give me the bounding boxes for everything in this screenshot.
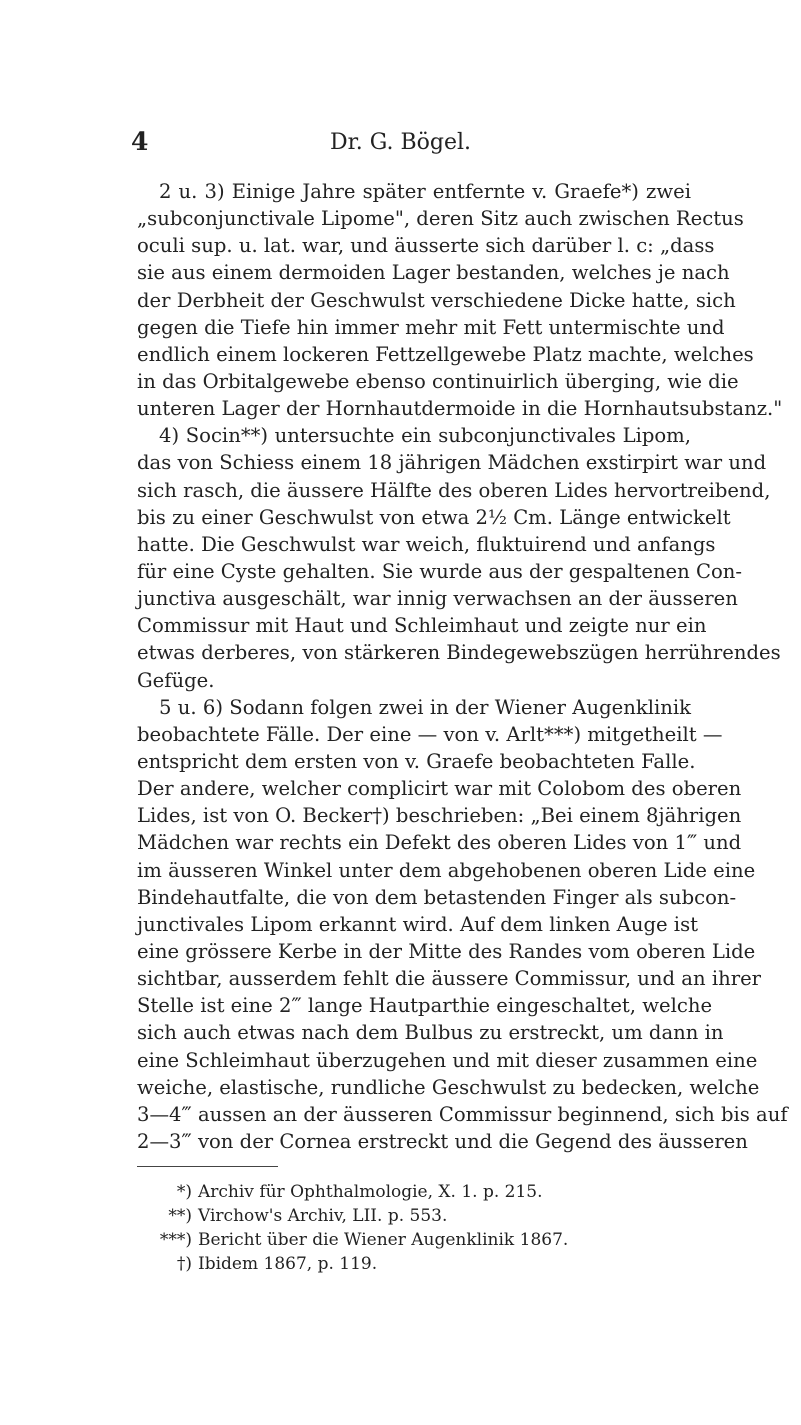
text-line: junctivales Lipom erkannt wird. Auf dem linken Auge ist [137, 912, 699, 936]
page-number: 4 [131, 127, 149, 156]
text-line: in das Orbitalgewebe ebenso continuirlich überging, wie die [137, 369, 739, 393]
footnote-mark: *) [176, 1182, 192, 1202]
text-line: bis zu einer Geschwulst von etwa 2½ Cm. Länge entwickelt [137, 505, 731, 529]
text-line: hatte. Die Geschwulst war weich, fluktuirend und anfangs [137, 532, 716, 556]
text-line: sichtbar, ausserdem fehlt die äussere Commissur, und an ihrer [137, 967, 762, 991]
running-head: Dr. G. Bögel. [329, 130, 472, 155]
footnote-text: Archiv für Ophthalmologie, X. 1. p. 215. [198, 1182, 543, 1202]
footnote-text: Ibidem 1867, p. 119. [198, 1254, 378, 1274]
text-line: eine grössere Kerbe in der Mitte des Randes vom oberen Lide [137, 939, 756, 963]
text-line: für eine Cyste gehalten. Sie wurde aus der gespaltenen Con- [137, 559, 743, 583]
text-line: sich auch etwas nach dem Bulbus zu erstreckt, um dann in [137, 1021, 724, 1045]
text-line: junctiva ausgeschält, war innig verwachsen an der äusseren [137, 587, 738, 611]
text-line: eine Schleimhaut überzugehen und mit dieser zusammen eine [137, 1048, 758, 1072]
text-line: unteren Lager der Hornhautdermoide in die Hornhautsubstanz." [137, 397, 783, 421]
text-line: gegen die Tiefe hin immer mehr mit Fett untermischte und [137, 315, 725, 339]
text-line: sich rasch, die äussere Hälfte des oberen Lides hervortreibend, [137, 478, 771, 502]
text-line: Bindehautfalte, die von dem betastenden Finger als subcon- [137, 885, 737, 909]
footnote-mark: **) [168, 1206, 192, 1226]
text-line: Commissur mit Haut und Schleimhaut und zeigte nur ein [137, 614, 707, 638]
text-line: Gefüge. [137, 668, 215, 692]
text-line: 5 u. 6) Sodann folgen zwei in der Wiener Augenklinik [159, 695, 691, 719]
text-line: „subconjunctivale Lipome", deren Sitz auch zwischen Rectus [137, 207, 744, 231]
text-line: sie aus einem dermoiden Lager bestanden, welches je nach [137, 261, 730, 285]
footnote-divider [137, 1166, 278, 1167]
text-line: beobachtete Fälle. Der eine — von v. Arlt***) mitgetheilt — [137, 722, 723, 746]
text-line: etwas derberes, von stärkeren Bindegewebszügen herrührendes [137, 641, 781, 665]
footnote [158, 1180, 678, 1204]
text-line: endlich einem lockeren Fettzellgewebe Platz machte, welches [137, 342, 754, 366]
text-line: Der andere, welcher complicirt war mit Colobom des oberen [137, 777, 742, 801]
footnote [158, 1204, 678, 1228]
body-text [137, 178, 788, 1155]
footnote-text: Bericht über die Wiener Augenklinik 1867. [198, 1230, 569, 1250]
text-line: Mädchen war rechts ein Defekt des oberen Lides von 1‴ und [137, 831, 742, 855]
text-line: im äusseren Winkel unter dem abgehobenen oberen Lide eine [137, 858, 756, 882]
footnotes [158, 1180, 678, 1276]
text-line: 2 u. 3) Einige Jahre später entfernte v. Graefe*) zwei [159, 180, 691, 203]
footnote-text: Virchow's Archiv, LII. p. 553. [198, 1206, 448, 1226]
text-line: Lides, ist von O. Becker†) beschrieben: „Bei einem 8jährigen [137, 804, 742, 828]
text-line: oculi sup. u. lat. war, und äusserte sich darüber l. c: „dass [137, 234, 715, 258]
text-line: entspricht dem ersten von v. Graefe beobachteten Falle. [137, 749, 696, 773]
text-line: Stelle ist eine 2‴ lange Hautparthie eingeschaltet, welche [137, 994, 713, 1018]
text-line: das von Schiess einem 18 jährigen Mädchen exstirpirt war und [137, 451, 767, 475]
text-line: 2—3‴ von der Cornea erstreckt und die Gegend des äusseren [137, 1129, 748, 1153]
footnote [158, 1228, 678, 1252]
text-line: der Derbheit der Geschwulst verschiedene Dicke hatte, sich [137, 288, 736, 312]
text-line: 3—4‴ aussen an der äusseren Commissur beginnend, sich bis auf [137, 1102, 788, 1126]
text-line: 4) Socin**) untersuchte ein subconjunctivales Lipom, [159, 424, 691, 448]
footnote-mark: †) [176, 1254, 192, 1274]
text-line: weiche, elastische, rundliche Geschwulst zu bedecken, welche [137, 1075, 760, 1099]
footnote-mark: ***) [159, 1230, 192, 1250]
footnote [158, 1252, 678, 1276]
